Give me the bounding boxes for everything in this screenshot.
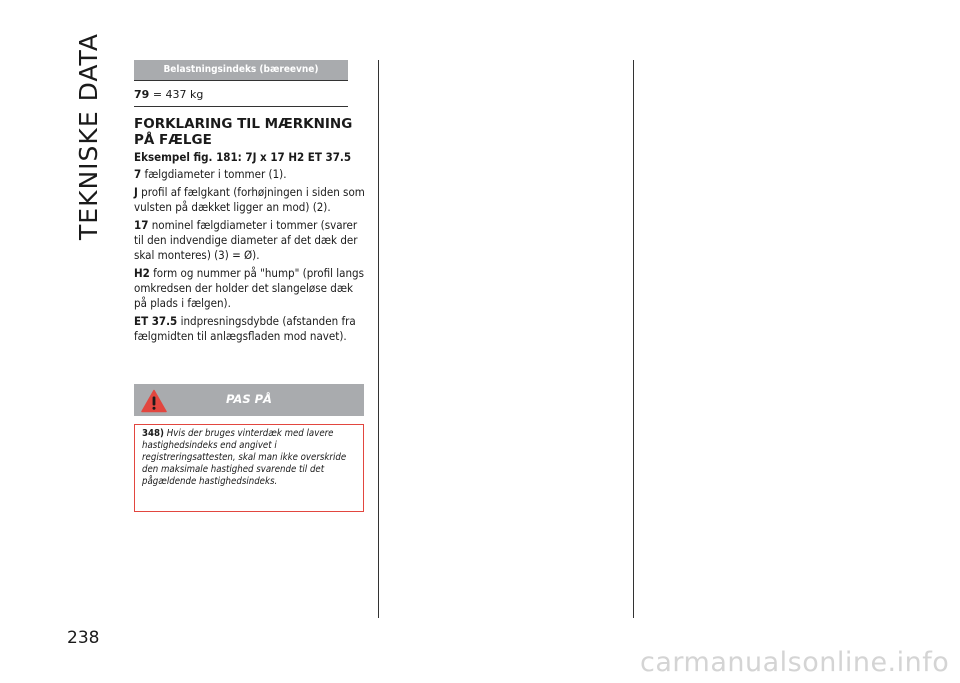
definition-list: [134, 167, 366, 347]
section-separator: [134, 106, 348, 107]
banner-underline: [134, 80, 348, 81]
definition-text: profil af fælgkant (forhøjningen i siden som vulsten på dækket ligger an mod) (2).: [134, 185, 365, 214]
definition-term: ET 37.5: [134, 314, 178, 328]
definition-term: J: [134, 185, 138, 199]
chapter-side-title: [68, 32, 108, 240]
warning-title: PAS PÅ: [226, 392, 272, 406]
load-index-value: = 437 kg: [152, 88, 204, 101]
definition-item: [134, 185, 366, 215]
definition-term: 7: [134, 167, 142, 181]
page-number: 238: [67, 628, 100, 648]
warning-number: 348): [142, 428, 164, 439]
column-divider-1: [378, 60, 379, 618]
definition-item: [134, 314, 366, 344]
warning-body: Hvis der bruges vinterdæk med lavere hastighedsindeks end angivet i registreringsattesten, skal man ikke overskride den maksimale hastighed svarende til det pågældende hastighedsindeks.: [142, 428, 347, 487]
definition-text: form og nummer på "hump" (profil langs omkredsen der holder det slangeløse dæk på plads i fælgen).: [134, 266, 365, 310]
definition-term: H2: [134, 266, 150, 280]
definition-item: [134, 167, 366, 182]
example-line: Eksempel fig. 181: 7J x 17 H2 ET 37.5: [134, 150, 352, 164]
watermark: carmanualsonline.info: [640, 647, 950, 678]
column-divider-2: [633, 60, 634, 618]
chapter-title-text: TEKNISKE DATA: [73, 32, 103, 240]
definition-text: indpresningsdybde (afstanden fra fælgmidten til anlægsfladen mod navet).: [134, 314, 356, 343]
definition-text: nominel fælgdiameter i tommer (svarer til den indvendige diameter af det dæk der skal monteres) (3) = Ø).: [134, 218, 358, 262]
warning-box: [134, 424, 364, 512]
section-heading: FORKLARING TIL MÆRKNING PÅ FÆLGE: [134, 116, 353, 148]
definition-item: [134, 218, 366, 263]
warning-header: [134, 384, 364, 416]
load-index-entry: [134, 88, 203, 101]
load-index-banner: Belastningsindeks (bæreevne): [134, 60, 348, 80]
definition-term: 17: [134, 218, 149, 232]
load-index-code: 79: [134, 88, 150, 101]
definition-text: fælgdiameter i tommer (1).: [144, 167, 287, 181]
warning-text: [142, 428, 357, 488]
definition-item: [134, 266, 366, 311]
